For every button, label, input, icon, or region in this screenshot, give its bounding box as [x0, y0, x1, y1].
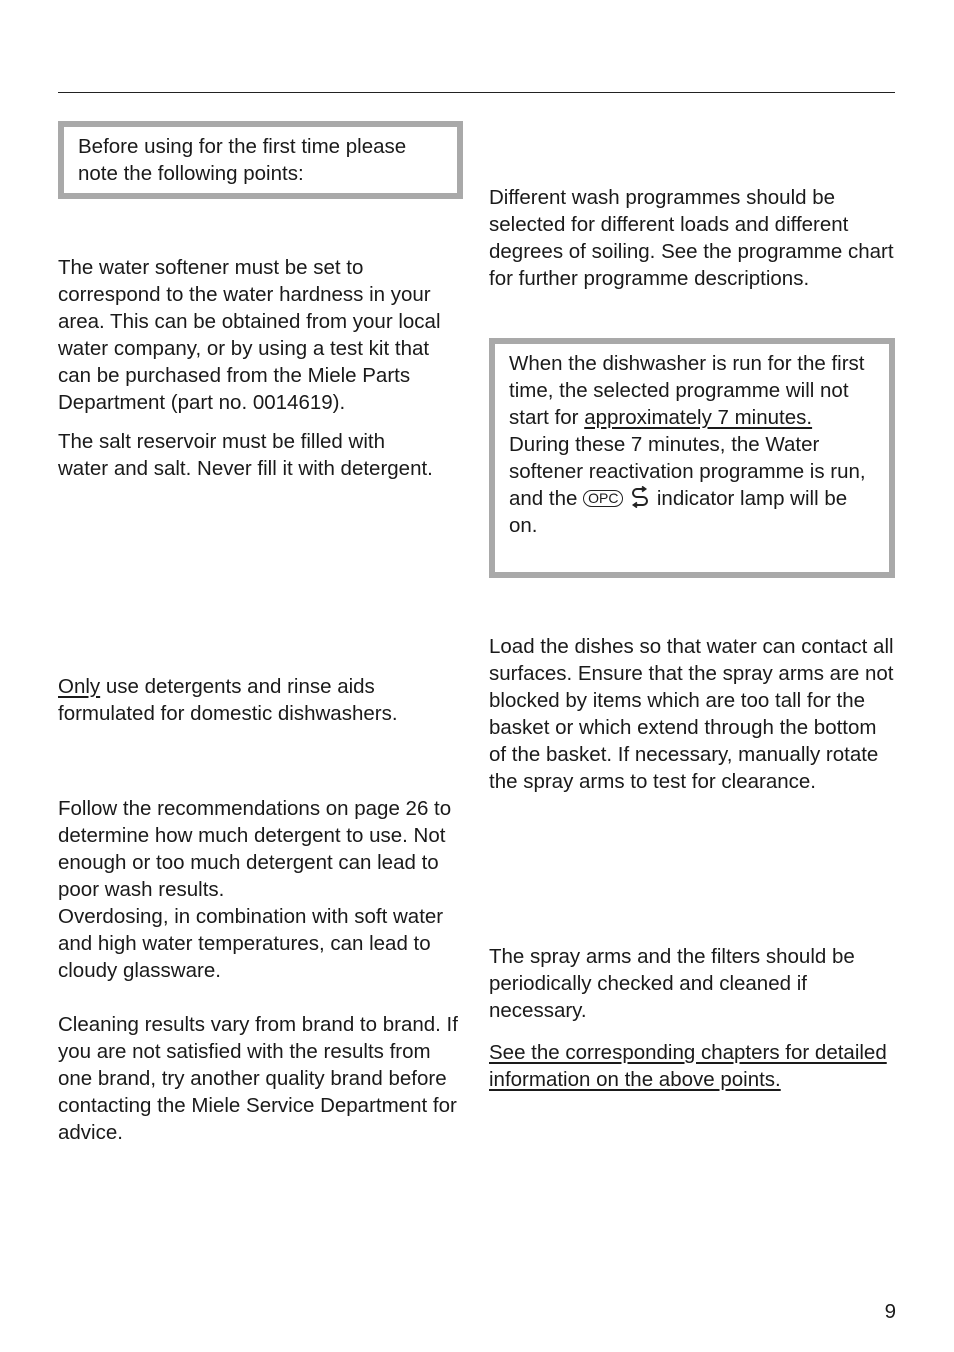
opc-indicator-icon: OPC [583, 490, 623, 507]
first-run-text-b: During these 7 minutes, the Water softener reactivation programme is run, and the [509, 433, 866, 510]
header-rule [58, 92, 895, 93]
softener-paragraph-2: The salt reservoir must be filled with water and salt. Never fill it with detergent. [58, 430, 433, 480]
first-run-text [509, 350, 875, 539]
maintenance-paragraph-1: The spray arms and the filters should be periodically checked and cleaned if necessary. [489, 945, 855, 1022]
detergent-paragraph-1-rest: use detergents and rinse aids formulated for domestic dishwashers. [58, 675, 398, 725]
first-run-note-box [489, 338, 895, 578]
softener-symbol-icon [629, 486, 651, 508]
detergent-paragraph-2: Follow the recommendations on page 26 to determine how much detergent to use. Not enough or too much detergent can lead to poor wash results. [58, 797, 452, 901]
detergent-paragraph-3: Overdosing, in combination with soft water and high water temperatures, can lead to cloudy glassware. [58, 905, 444, 982]
detergent-paragraph-4: Cleaning results vary from brand to brand. If you are not satisfied with the results from one brand, try another quality brand before contacting the Miele Service Department for advice. [58, 1013, 458, 1144]
cross-reference-note [489, 1039, 895, 1093]
first-run-text-c: indicator lamp will be on. [509, 487, 848, 537]
detergent-paragraph-1 [58, 673, 458, 727]
page-number: 9 [884, 1300, 896, 1323]
loading-paragraph: Load the dishes so that water can contact all surfaces. Ensure that the spray arms are not blocked by items which are too tall for the basket or which extend through the bottom of the basket. If necessary, manually rotate the spray arms to test for clearance. [489, 635, 894, 793]
cross-reference-text: See the corresponding chapters for detailed information on the above points. [489, 1041, 887, 1091]
intro-note-box [58, 121, 463, 199]
softener-paragraph-1: The water softener must be set to correspond to the water hardness in your area. This can be obtained from your local water company, or by using a test kit that can be purchased from the Miele Parts Department (part no. 0014619). [58, 256, 441, 414]
first-run-duration: approximately 7 minutes. [584, 406, 813, 429]
programmes-paragraph: Different wash programmes should be selected for different loads and different degrees of soiling. See the programme chart for further programme descriptions. [489, 186, 894, 290]
only-emphasis: Only [58, 675, 101, 698]
intro-note-text: Before using for the first time please note the following points: [78, 135, 407, 185]
first-run-text-a: When the dishwasher is run for the first time, the selected programme will not start for [509, 352, 865, 429]
